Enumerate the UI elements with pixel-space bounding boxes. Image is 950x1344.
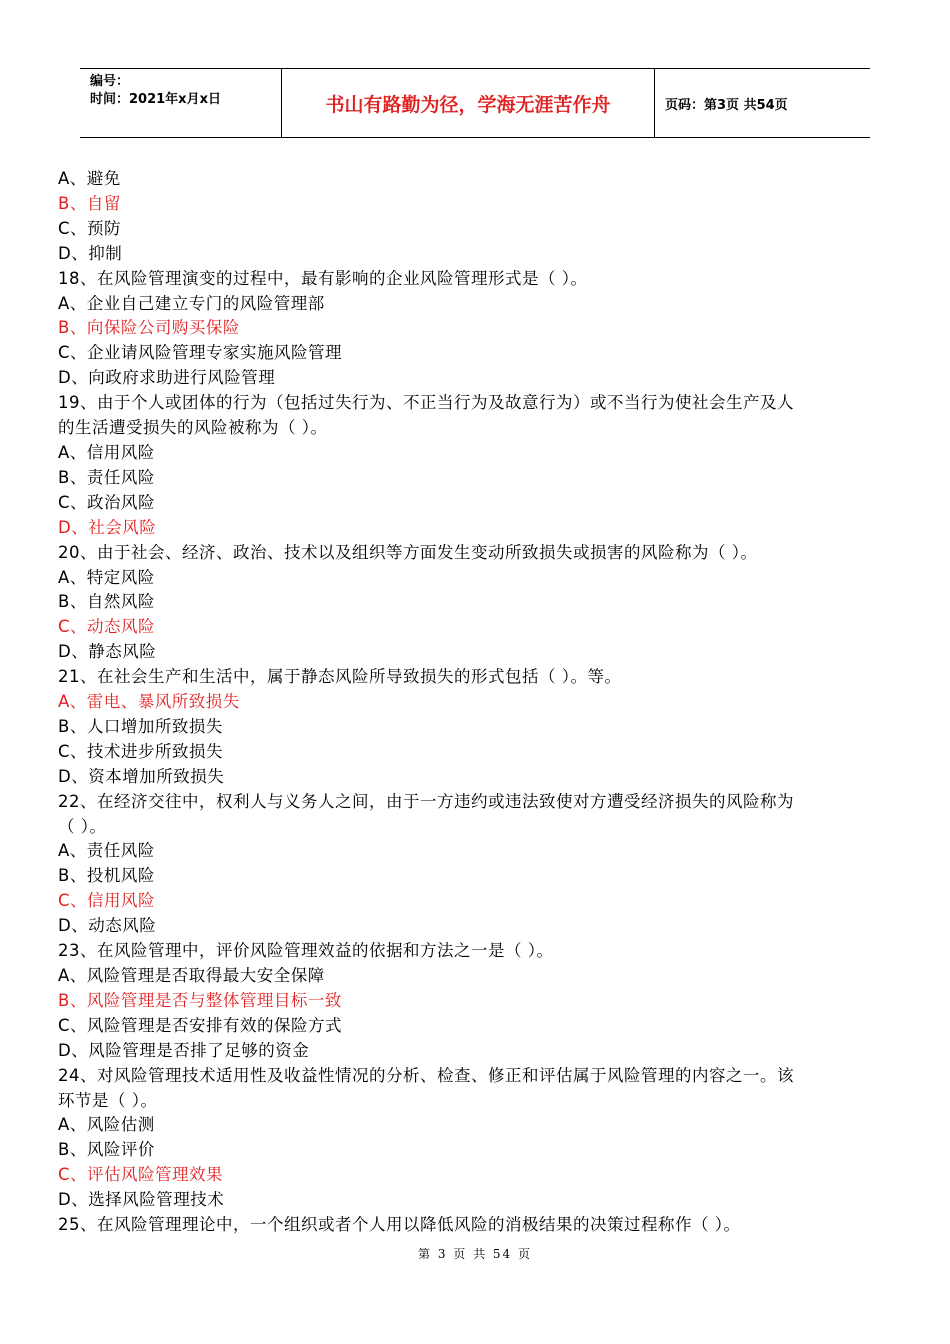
question-line: 24、对风险管理技术适用性及收益性情况的分析、检查、修正和评估属于风险管理的内容之一。该 [58, 1065, 794, 1085]
text-line: B、人口增加所致损失 [58, 716, 223, 736]
text-line: A、风险管理是否取得最大安全保障 [58, 966, 325, 985]
text-line: D、静态风险 [58, 642, 157, 662]
text-line: B、自然风险 [58, 592, 155, 612]
text-line: B、投机风险 [58, 866, 155, 886]
document-header [80, 68, 870, 138]
question-line: 21、在社会生产和生活中，属于静态风险所导致损失的形式包括（ ）。等。 [58, 667, 622, 687]
header-meta [80, 69, 282, 137]
text-line: D、抑制 [58, 243, 123, 263]
answer-option-line: B、风险管理是否与整体管理目标一致 [58, 990, 342, 1010]
text-line: D、动态风险 [58, 916, 157, 936]
header-page-label: 页码：第3页 共54页 [665, 97, 788, 113]
question-line: 20、由于社会、经济、政治、技术以及组织等方面发生变动所致损失或损害的风险称为（ ）。 [58, 542, 758, 562]
question-line: 25、在风险管理理论中，一个组织或者个人用以降低风险的消极结果的决策过程称作（ ）。 [58, 1215, 741, 1235]
number-label: 编号： [90, 74, 130, 89]
text-line: C、政治风险 [58, 492, 156, 512]
text-line: A、企业自己建立专门的风险管理部 [58, 293, 325, 313]
text-line: B、风险评价 [58, 1140, 155, 1160]
text-line: C、风险管理是否安排有效的保险方式 [58, 1015, 343, 1035]
answer-option-line: B、自留 [58, 193, 121, 213]
text-line: C、技术进步所致损失 [58, 741, 224, 761]
time-label: 时间：2021年x月x日 [90, 92, 221, 107]
text-line: 的生活遭受损失的风险被称为（ ）。 [58, 418, 328, 438]
question-line: 18、在风险管理演变的过程中，最有影响的企业风险管理形式是（ ）。 [58, 268, 588, 288]
question-line: 19、由于个人或团体的行为（包括过失行为、不正当行为及故意行为）或不当行为使社会生产及人 [58, 393, 794, 413]
text-line: B、责任风险 [58, 467, 155, 487]
page-footer: 第 3 页 共 54 页 [418, 1247, 532, 1261]
text-line: 环节是（ ）。 [58, 1090, 158, 1110]
text-line: C、预防 [58, 218, 122, 238]
text-line: A、责任风险 [58, 841, 155, 861]
text-line: D、选择风险管理技术 [58, 1190, 225, 1210]
text-line: （ ）。 [58, 816, 107, 836]
text-line: C、企业请风险管理专家实施风险管理 [58, 343, 343, 363]
text-line: A、风险估测 [58, 1115, 155, 1135]
question-line: 23、在风险管理中，评价风险管理效益的依据和方法之一是（ ）。 [58, 941, 554, 961]
text-line: D、资本增加所致损失 [58, 766, 225, 786]
answer-option-line: C、信用风险 [58, 891, 156, 911]
answer-option-line: C、动态风险 [58, 617, 156, 637]
question-list [58, 167, 898, 1238]
question-line: 22、在经济交往中，权利人与义务人之间，由于一方违约或违法致使对方遭受经济损失的风险称为 [58, 791, 794, 811]
answer-option-line: D、社会风险 [58, 517, 157, 537]
text-line: A、避免 [58, 169, 121, 188]
answer-option-line: A、雷电、暴风所致损失 [58, 692, 240, 712]
text-line: D、风险管理是否排了足够的资金 [58, 1040, 310, 1060]
text-line: A、信用风险 [58, 442, 155, 462]
text-line: D、向政府求助进行风险管理 [58, 368, 276, 388]
answer-option-line: C、评估风险管理效果 [58, 1165, 224, 1185]
answer-option-line: B、向保险公司购买保险 [58, 318, 240, 338]
header-motto: 书山有路勤为径，学海无涯苦作舟 [282, 69, 655, 137]
text-line: A、特定风险 [58, 567, 155, 587]
